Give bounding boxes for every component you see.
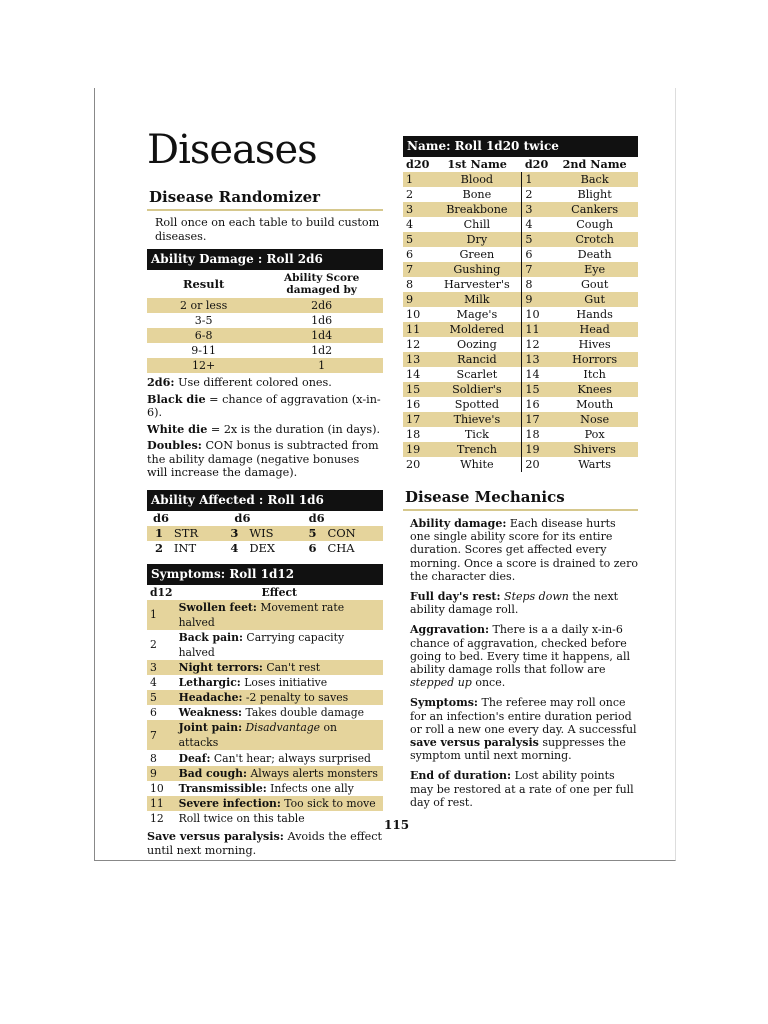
ability-cell: CON — [324, 526, 383, 541]
effect-cell: Joint pain: Disadvantage on attacks — [176, 720, 383, 750]
roll-cell: 12 — [150, 812, 164, 826]
roll-cell: 5 — [147, 690, 176, 705]
table-row — [147, 600, 383, 630]
ability-cell: STR — [171, 526, 223, 541]
name-table — [403, 136, 638, 472]
table-row: 13 Rancid 13 Horrors — [403, 352, 638, 367]
name-bar: Name: Roll 1d20 twice — [403, 136, 638, 157]
table-row — [147, 675, 383, 690]
ability-damage-bar: Ability Damage : Roll 2d6 — [147, 249, 383, 270]
note-doubles: Doubles: CON bonus is subtracted from the ability damage (negative bonuses will increase the damage). — [147, 438, 379, 479]
ability-affected-table — [147, 490, 383, 556]
mechanics-heading: Disease Mechanics — [403, 486, 638, 511]
roll-cell: 7 — [147, 720, 176, 750]
effect-cell: Back pain: Carrying capacity halved — [178, 630, 345, 659]
table-row — [147, 358, 383, 373]
result-cell: 6-8 — [147, 328, 260, 343]
table-row: 17 Thieve's 17 Nose — [403, 412, 638, 427]
roll-cell: 4 — [230, 540, 239, 555]
table-row: 7 Gushing 7 Eye — [403, 262, 638, 277]
table-row — [147, 811, 383, 826]
table-row: 1 Blood 1 Back — [403, 172, 638, 187]
effect-cell: Swollen feet: Movement rate halved — [176, 600, 383, 630]
table-row: 11 Moldered 11 Head — [403, 322, 638, 337]
d6-header: d6 — [234, 510, 251, 525]
page-number: 115 — [384, 818, 410, 832]
roll-cell: 8 — [150, 751, 157, 765]
table-row — [147, 705, 383, 720]
ability-cell: INT — [173, 540, 197, 555]
roll-cell: 2 — [154, 540, 163, 555]
table-row — [147, 720, 383, 750]
table-row — [147, 328, 383, 343]
effect-cell: Deaf: Can't hear; always surprised — [178, 751, 371, 765]
first-name-header: 1st Name — [447, 157, 507, 171]
mechanics-section — [403, 486, 638, 809]
table-row — [147, 796, 383, 811]
table-row: 12 Oozing 12 Hives — [406, 338, 611, 351]
mechanic-symptoms: Symptoms: The referee may roll once for an infection's entire duration period or roll a new one every day. A successful save versus paralysis suppresses the symptom until next morning. — [410, 696, 637, 763]
symptoms-table — [147, 564, 383, 858]
effect-cell: Lethargic: Loses initiative — [178, 675, 328, 689]
ability-affected-bar: Ability Affected : Roll 1d6 — [147, 490, 383, 511]
damage-cell: 2d6 — [260, 298, 383, 313]
mechanic-full-days-rest: Full day's rest: Steps down the next ability damage roll. — [410, 590, 619, 617]
roll-cell: 10 — [150, 781, 164, 795]
note-black-die: Black die = chance of aggravation (x-in-6). — [147, 391, 381, 419]
ability-cell: DEX — [249, 540, 276, 555]
table-row — [147, 690, 383, 705]
result-header: Result — [182, 276, 225, 291]
table-row: 6 Green 6 Death — [406, 248, 612, 261]
table-row: 20 White 20 Warts — [406, 458, 612, 471]
table-row — [147, 313, 383, 328]
effect-header: Effect — [261, 585, 298, 599]
randomizer-intro: Roll once on each table to build custom diseases. — [155, 216, 380, 243]
d20-header: d20 — [524, 157, 549, 171]
roll-cell: 3 — [147, 660, 176, 675]
mechanic-end-of-duration: End of duration: Lost ability points may be restored at a rate of one per full day of rest. — [410, 769, 634, 809]
page-title: Diseases — [147, 127, 317, 173]
table-row — [147, 541, 383, 556]
table-row — [147, 750, 383, 765]
table-row: 8 Harvester's 8 Gout — [406, 278, 609, 291]
result-cell: 9-11 — [191, 344, 216, 357]
roll-cell: 6 — [150, 706, 157, 720]
symptoms-bar: Symptoms: Roll 1d12 — [147, 564, 383, 585]
table-row: 14 Scarlet 14 Itch — [406, 368, 606, 381]
damage-cell: 1 — [260, 358, 383, 373]
roll-cell: 1 — [147, 526, 171, 541]
d20-header: d20 — [406, 157, 430, 171]
table-row: 4 Chill 4 Cough — [406, 218, 614, 231]
randomizer-section — [147, 186, 383, 243]
right-column — [403, 136, 638, 816]
mechanic-ability-damage: Ability damage: Each disease hurts one single ability score for its entire duration. Scores get affected every morning. Once a score is drained to zero the character dies. — [410, 517, 638, 583]
result-cell: 2 or less — [147, 298, 260, 313]
d6-header: d6 — [153, 510, 170, 525]
effect-cell: Night terrors: Can't rest — [176, 660, 383, 675]
table-row: 9 Milk 9 Gut — [403, 292, 638, 307]
effect-cell: Bad cough: Always alerts monsters — [176, 766, 383, 781]
table-row: 16 Spotted 16 Mouth — [406, 398, 614, 411]
effect-cell: Severe infection: Too sick to move — [176, 796, 383, 811]
table-row — [147, 781, 383, 796]
table-row: 2 Bone 2 Blight — [406, 188, 612, 201]
table-row — [147, 343, 383, 358]
note-2d6: 2d6: Use different colored ones. — [147, 375, 332, 389]
table-row — [147, 660, 383, 675]
table-row: 19 Trench 19 Shivers — [403, 442, 638, 457]
effect-cell: Headache: -2 penalty to saves — [176, 690, 383, 705]
mechanic-aggravation: Aggravation: There is a a daily x-in-6 chance of aggravation, checked before going to bed. Every time it happens, all ability damage rolls that follow are stepped up once. — [410, 623, 631, 690]
roll-cell: 11 — [147, 796, 176, 811]
damage-cell: 1d2 — [311, 344, 333, 357]
table-row — [147, 526, 383, 541]
roll-cell: 3 — [222, 526, 246, 541]
d12-header: d12 — [150, 585, 173, 599]
effect-cell: Weakness: Takes double damage — [178, 706, 365, 720]
result-cell: 12+ — [147, 358, 260, 373]
roll-cell: 4 — [150, 675, 157, 689]
table-row — [147, 766, 383, 781]
result-cell: 3-5 — [194, 314, 213, 327]
table-row: 5 Dry 5 Crotch — [403, 232, 638, 247]
table-row — [147, 298, 383, 313]
table-row: 3 Breakbone 3 Cankers — [403, 202, 638, 217]
d6-header: d6 — [308, 510, 325, 525]
ability-damage-table — [147, 249, 383, 480]
dice-notes — [147, 376, 383, 480]
roll-cell: 2 — [150, 638, 157, 652]
table-row — [147, 630, 383, 660]
roll-cell: 5 — [301, 526, 325, 541]
table-row: 10 Mage's 10 Hands — [406, 308, 613, 321]
damage-cell: 1d6 — [311, 314, 333, 327]
left-column — [147, 128, 383, 857]
effect-cell: Roll twice on this table — [178, 812, 305, 826]
damage-cell: 1d4 — [260, 328, 383, 343]
symptoms-save-note: Save versus paralysis: Avoids the effect until next morning. — [147, 829, 383, 857]
effect-cell: Transmissible: Infects one ally — [178, 781, 354, 795]
table-row: 15 Soldier's 15 Knees — [403, 382, 638, 397]
ability-cell: CHA — [327, 540, 355, 555]
second-name-header: 2nd Name — [562, 157, 627, 171]
score-header: Ability Score damaged by — [284, 271, 360, 296]
roll-cell: 9 — [147, 766, 176, 781]
roll-cell: 6 — [308, 540, 317, 555]
randomizer-heading: Disease Randomizer — [147, 186, 383, 211]
roll-cell: 1 — [147, 600, 176, 630]
table-row: 18 Tick 18 Pox — [406, 428, 605, 441]
note-white-die: White die = 2x is the duration (in days). — [147, 421, 381, 436]
ability-cell: WIS — [246, 526, 300, 541]
